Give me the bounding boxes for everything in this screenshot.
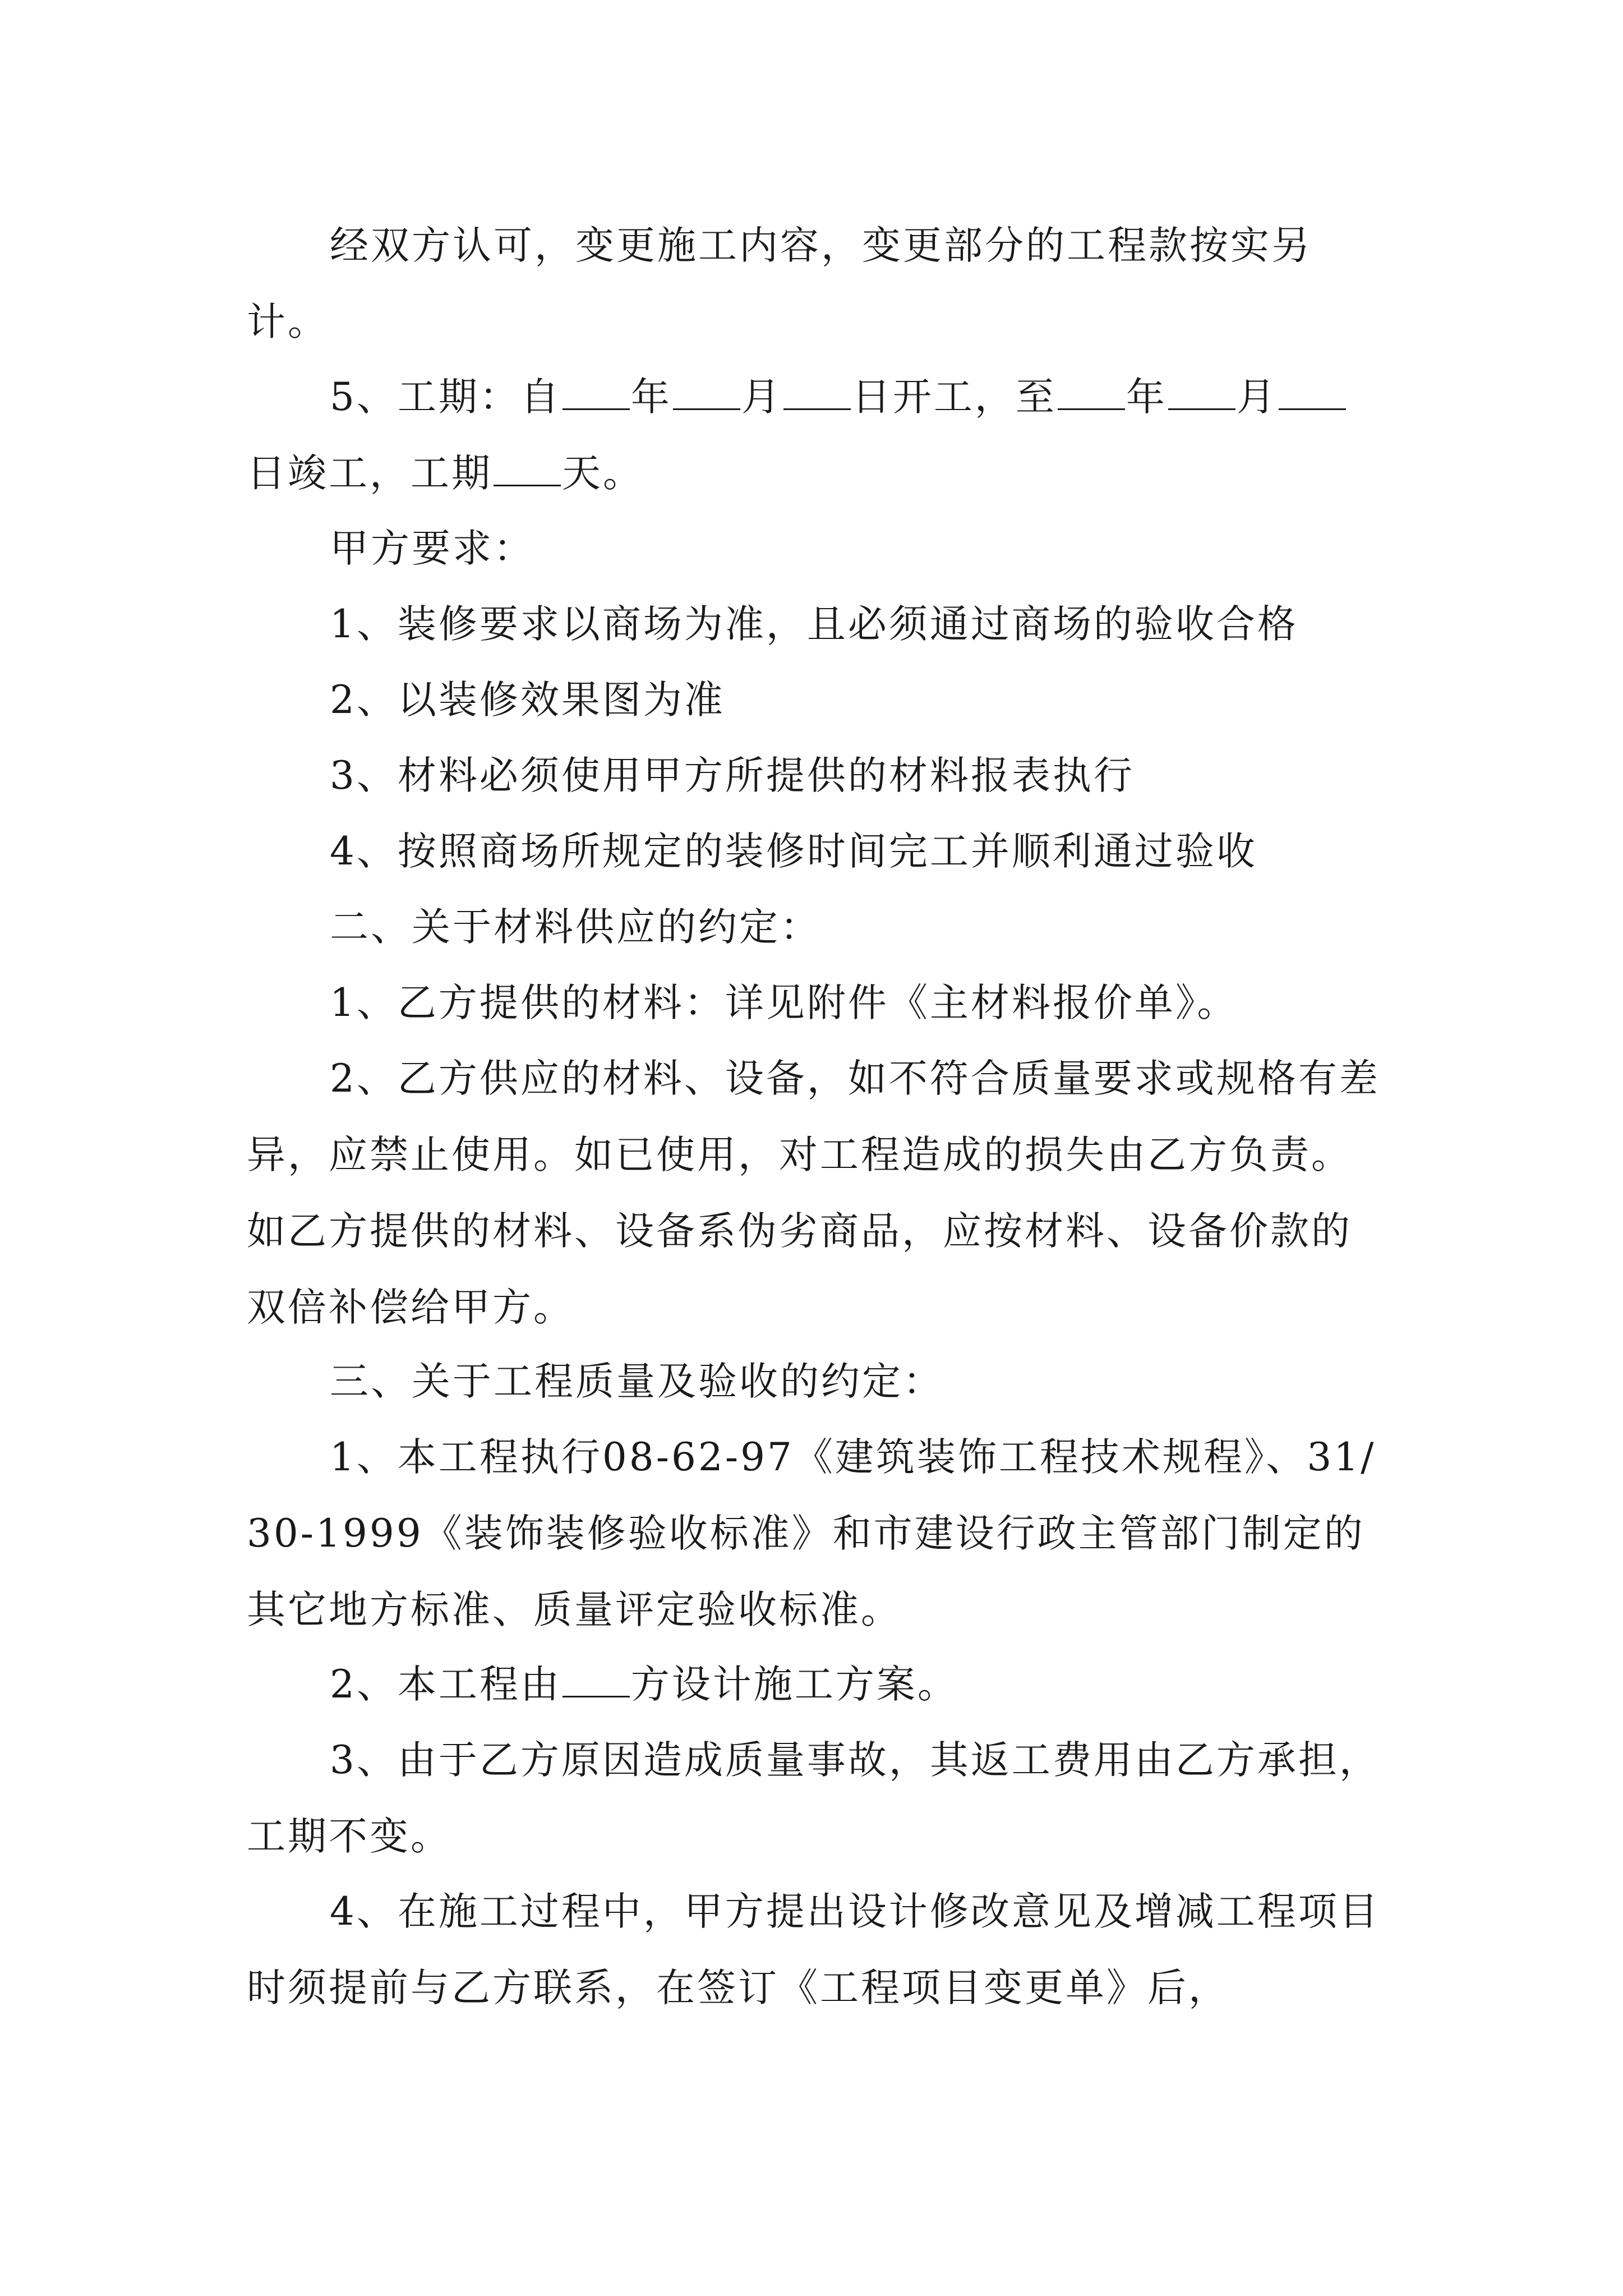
material-item-1: 1、乙方提供的材料：详见附件《主材料报价单》。	[330, 981, 1238, 1025]
period-text-end-month: 月	[1236, 375, 1278, 420]
period-text-end-day: 日竣工，工期	[247, 451, 492, 496]
material-item-2: 2、乙方供应的材料、设备，如不符合质量要求或规格有差异，应禁止使用。如已使用，对工程造成的损失由乙方负责。如乙方提供的材料、设备系伪劣商品，应按材料、设备价款的双倍补偿给甲方。	[247, 1056, 1380, 1330]
blank-design-party	[562, 1664, 630, 1697]
blank-start-month	[673, 377, 740, 410]
quality-item-3: 3、由于乙方原因造成质量事故，其返工费用由乙方承担，工期不变。	[247, 1738, 1380, 1859]
blank-duration-days	[494, 453, 561, 486]
period-text-month: 月	[741, 375, 782, 420]
paragraph-change-clause: 经双方认可，变更施工内容，变更部分的工程款按实另计。	[247, 223, 1312, 344]
blank-start-day	[783, 377, 851, 410]
heading-quality-acceptance: 三、关于工程质量及验收的约定：	[330, 1359, 944, 1404]
heading-material-supply: 二、关于材料供应的约定：	[330, 905, 821, 950]
blank-end-year	[1058, 377, 1125, 410]
period-text-end-year: 年	[1126, 375, 1167, 420]
blank-end-month	[1168, 377, 1235, 410]
requirement-item-2: 2、以装修效果图为准	[330, 678, 725, 723]
heading-party-a-requirements: 甲方要求：	[330, 526, 534, 571]
period-text-year: 年	[630, 375, 672, 420]
document-page	[247, 0, 1385, 2296]
quality-item-1: 1、本工程执行08-62-97《建筑装饰工程技术规程》、31/30-1999《装饰装修验收标准》和市建设行政主管部门制定的其它地方标准、质量评定验收标准。	[247, 1435, 1376, 1632]
requirement-item-4: 4、按照商场所规定的装修时间完工并顺利通过验收	[330, 829, 1257, 874]
paragraph-construction-period	[247, 359, 1385, 512]
quality-item-2-suffix: 方设计施工方案。	[630, 1662, 958, 1707]
blank-start-year	[562, 377, 630, 410]
quality-item-2	[247, 1646, 1385, 1723]
period-text-start-day: 日开工，至	[851, 375, 1057, 420]
requirement-item-3: 3、材料必须使用甲方所提供的材料报表执行	[330, 753, 1135, 798]
quality-item-4: 4、在施工过程中，甲方提出设计修改意见及增减工程项目时须提前与乙方联系，在签订《工程项目变更单》后，	[247, 1889, 1380, 2010]
requirement-item-1: 1、装修要求以商场为准，且必须通过商场的验收合格	[330, 602, 1298, 647]
period-text-start: 5、工期：自	[330, 375, 561, 420]
quality-item-2-prefix: 2、本工程由	[330, 1662, 561, 1707]
period-text-days: 天。	[562, 451, 644, 496]
blank-end-day	[1279, 377, 1346, 410]
